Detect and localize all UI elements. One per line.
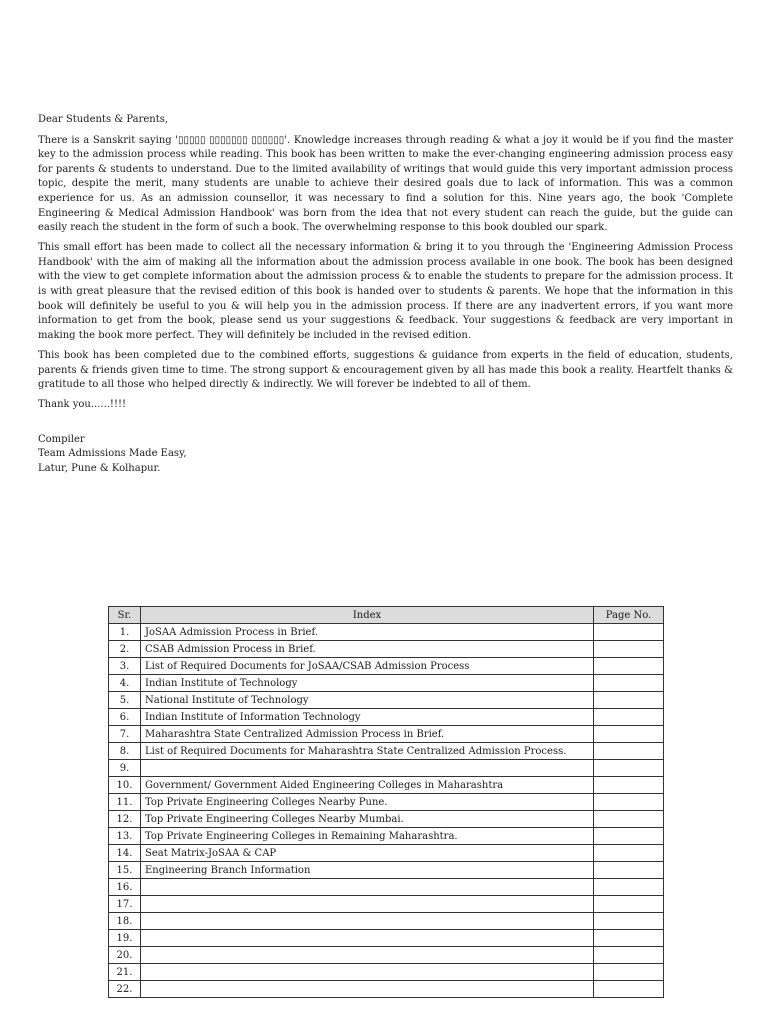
row-title: Top Private Engineering Colleges Nearby Mumbai. (141, 811, 594, 828)
index-table (108, 606, 664, 998)
table-row (109, 879, 664, 896)
table-row (109, 981, 664, 998)
row-sr: 1. (109, 624, 141, 641)
row-sr: 7. (109, 726, 141, 743)
row-title (141, 947, 594, 964)
row-title: National Institute of Technology (141, 692, 594, 709)
row-page (594, 658, 664, 675)
row-page (594, 896, 664, 913)
row-title: Top Private Engineering Colleges Nearby Pune. (141, 794, 594, 811)
row-sr: 13. (109, 828, 141, 845)
row-page (594, 964, 664, 981)
row-title (141, 913, 594, 930)
row-sr: 17. (109, 896, 141, 913)
row-page (594, 930, 664, 947)
paragraph: There is a Sanskrit saying '▯▯▯▯▯ ▯▯▯▯▯▯▯ ▯▯▯▯▯▯'. Knowledge increases through reading & what a joy it would be if you find the master key to the admission process while reading. This book has been written to make the ever-changing engineering admission process easy for parents & students to understand. Due to the limited availability of writings that would guide this very important admission process topic, despite the merit, many students are unable to achieve their desired goals due to lack of information. This was a common experience for us. As an admission counsellor, it was necessary to find a solution for this. Nine years ago, the book 'Complete Engineering & Medical Admission Handbook' was born from the idea that not every student can reach the guide, but the guide can easily reach the student in the form of such a book. The overwhelming response to this book doubled our spark. (38, 134, 733, 234)
row-page (594, 624, 664, 641)
row-title: JoSAA Admission Process in Brief. (141, 624, 594, 641)
row-sr: 3. (109, 658, 141, 675)
row-page (594, 726, 664, 743)
table-row (109, 845, 664, 862)
row-page (594, 947, 664, 964)
row-title: Maharashtra State Centralized Admission Process in Brief. (141, 726, 594, 743)
row-page (594, 879, 664, 896)
row-title (141, 930, 594, 947)
table-header-row (109, 607, 664, 624)
preface-letter (38, 113, 733, 477)
table-row (109, 896, 664, 913)
header-sr: Sr. (109, 607, 141, 624)
row-page (594, 709, 664, 726)
row-title (141, 981, 594, 998)
row-sr: 15. (109, 862, 141, 879)
row-title: Seat Matrix-JoSAA & CAP (141, 845, 594, 862)
row-sr: 19. (109, 930, 141, 947)
row-page (594, 641, 664, 658)
row-page (594, 862, 664, 879)
row-sr: 18. (109, 913, 141, 930)
row-page (594, 777, 664, 794)
table-row (109, 811, 664, 828)
row-page (594, 981, 664, 998)
table-row (109, 760, 664, 777)
thanks-line: Thank you......!!!! (38, 399, 127, 411)
signature-line: Team Admissions Made Easy, (38, 448, 187, 460)
signature-line: Compiler (38, 433, 85, 445)
table-row (109, 726, 664, 743)
table-row (109, 658, 664, 675)
row-sr: 21. (109, 964, 141, 981)
row-title: List of Required Documents for JoSAA/CSAB Admission Process (141, 658, 594, 675)
row-sr: 16. (109, 879, 141, 896)
row-sr: 20. (109, 947, 141, 964)
row-sr: 5. (109, 692, 141, 709)
table-row (109, 743, 664, 760)
paragraph: This book has been completed due to the combined efforts, suggestions & guidance from experts in the field of education, students, parents & friends given time to time. The strong support & encouragement given by all has made this book a reality. Heartfelt thanks & gratitude to all those who helped directly & indirectly. We will forever be indebted to all of them. (38, 349, 733, 391)
row-sr: 11. (109, 794, 141, 811)
row-title (141, 760, 594, 777)
table-row (109, 641, 664, 658)
table-row (109, 794, 664, 811)
row-page (594, 692, 664, 709)
row-sr: 6. (109, 709, 141, 726)
table-row (109, 777, 664, 794)
row-sr: 9. (109, 760, 141, 777)
row-sr: 22. (109, 981, 141, 998)
table-row (109, 964, 664, 981)
row-page (594, 845, 664, 862)
table-row (109, 913, 664, 930)
table-row (109, 692, 664, 709)
greeting: Dear Students & Parents, (38, 114, 169, 125)
signature-line: Latur, Pune & Kolhapur. (38, 462, 161, 474)
row-title: Government/ Government Aided Engineering Colleges in Maharashtra (141, 777, 594, 794)
header-index: Index (141, 607, 594, 624)
row-sr: 8. (109, 743, 141, 760)
row-page (594, 811, 664, 828)
table-row (109, 709, 664, 726)
row-title: Indian Institute of Information Technology (141, 709, 594, 726)
table-row (109, 947, 664, 964)
row-title: Indian Institute of Technology (141, 675, 594, 692)
paragraph: This small effort has been made to collect all the necessary information & bring it to you through the 'Engineering Admission Process Handbook' with the aim of making all the information about the admission process available in one book. The book has been designed with the view to get complete information about the admission process & to enable the students to prepare for the admission process. It is with great pleasure that the revised edition of this book is handed over to students & parents. We hope that the information in this book will definitely be useful to you & will help you in the admission process. If there are any inadvertent errors, if you want more information to get from the book, please send us your suggestions & feedback. Your suggestions & feedback are very important in making the book more perfect. They will definitely be included in the revised edition. (38, 242, 733, 341)
row-title (141, 879, 594, 896)
header-page-no: Page No. (594, 607, 664, 624)
row-sr: 4. (109, 675, 141, 692)
table-row (109, 828, 664, 845)
row-page (594, 675, 664, 692)
row-sr: 14. (109, 845, 141, 862)
row-sr: 2. (109, 641, 141, 658)
table-row (109, 624, 664, 641)
row-title: Engineering Branch Information (141, 862, 594, 879)
table-row (109, 862, 664, 879)
table-row (109, 930, 664, 947)
row-page (594, 828, 664, 845)
row-title: CSAB Admission Process in Brief. (141, 641, 594, 658)
row-title: Top Private Engineering Colleges in Remaining Maharashtra. (141, 828, 594, 845)
table-row (109, 675, 664, 692)
row-title: List of Required Documents for Maharashtra State Centralized Admission Process. (141, 743, 594, 760)
row-page (594, 794, 664, 811)
row-title (141, 964, 594, 981)
row-page (594, 760, 664, 777)
row-page (594, 913, 664, 930)
row-sr: 10. (109, 777, 141, 794)
row-sr: 12. (109, 811, 141, 828)
row-page (594, 743, 664, 760)
row-title (141, 896, 594, 913)
